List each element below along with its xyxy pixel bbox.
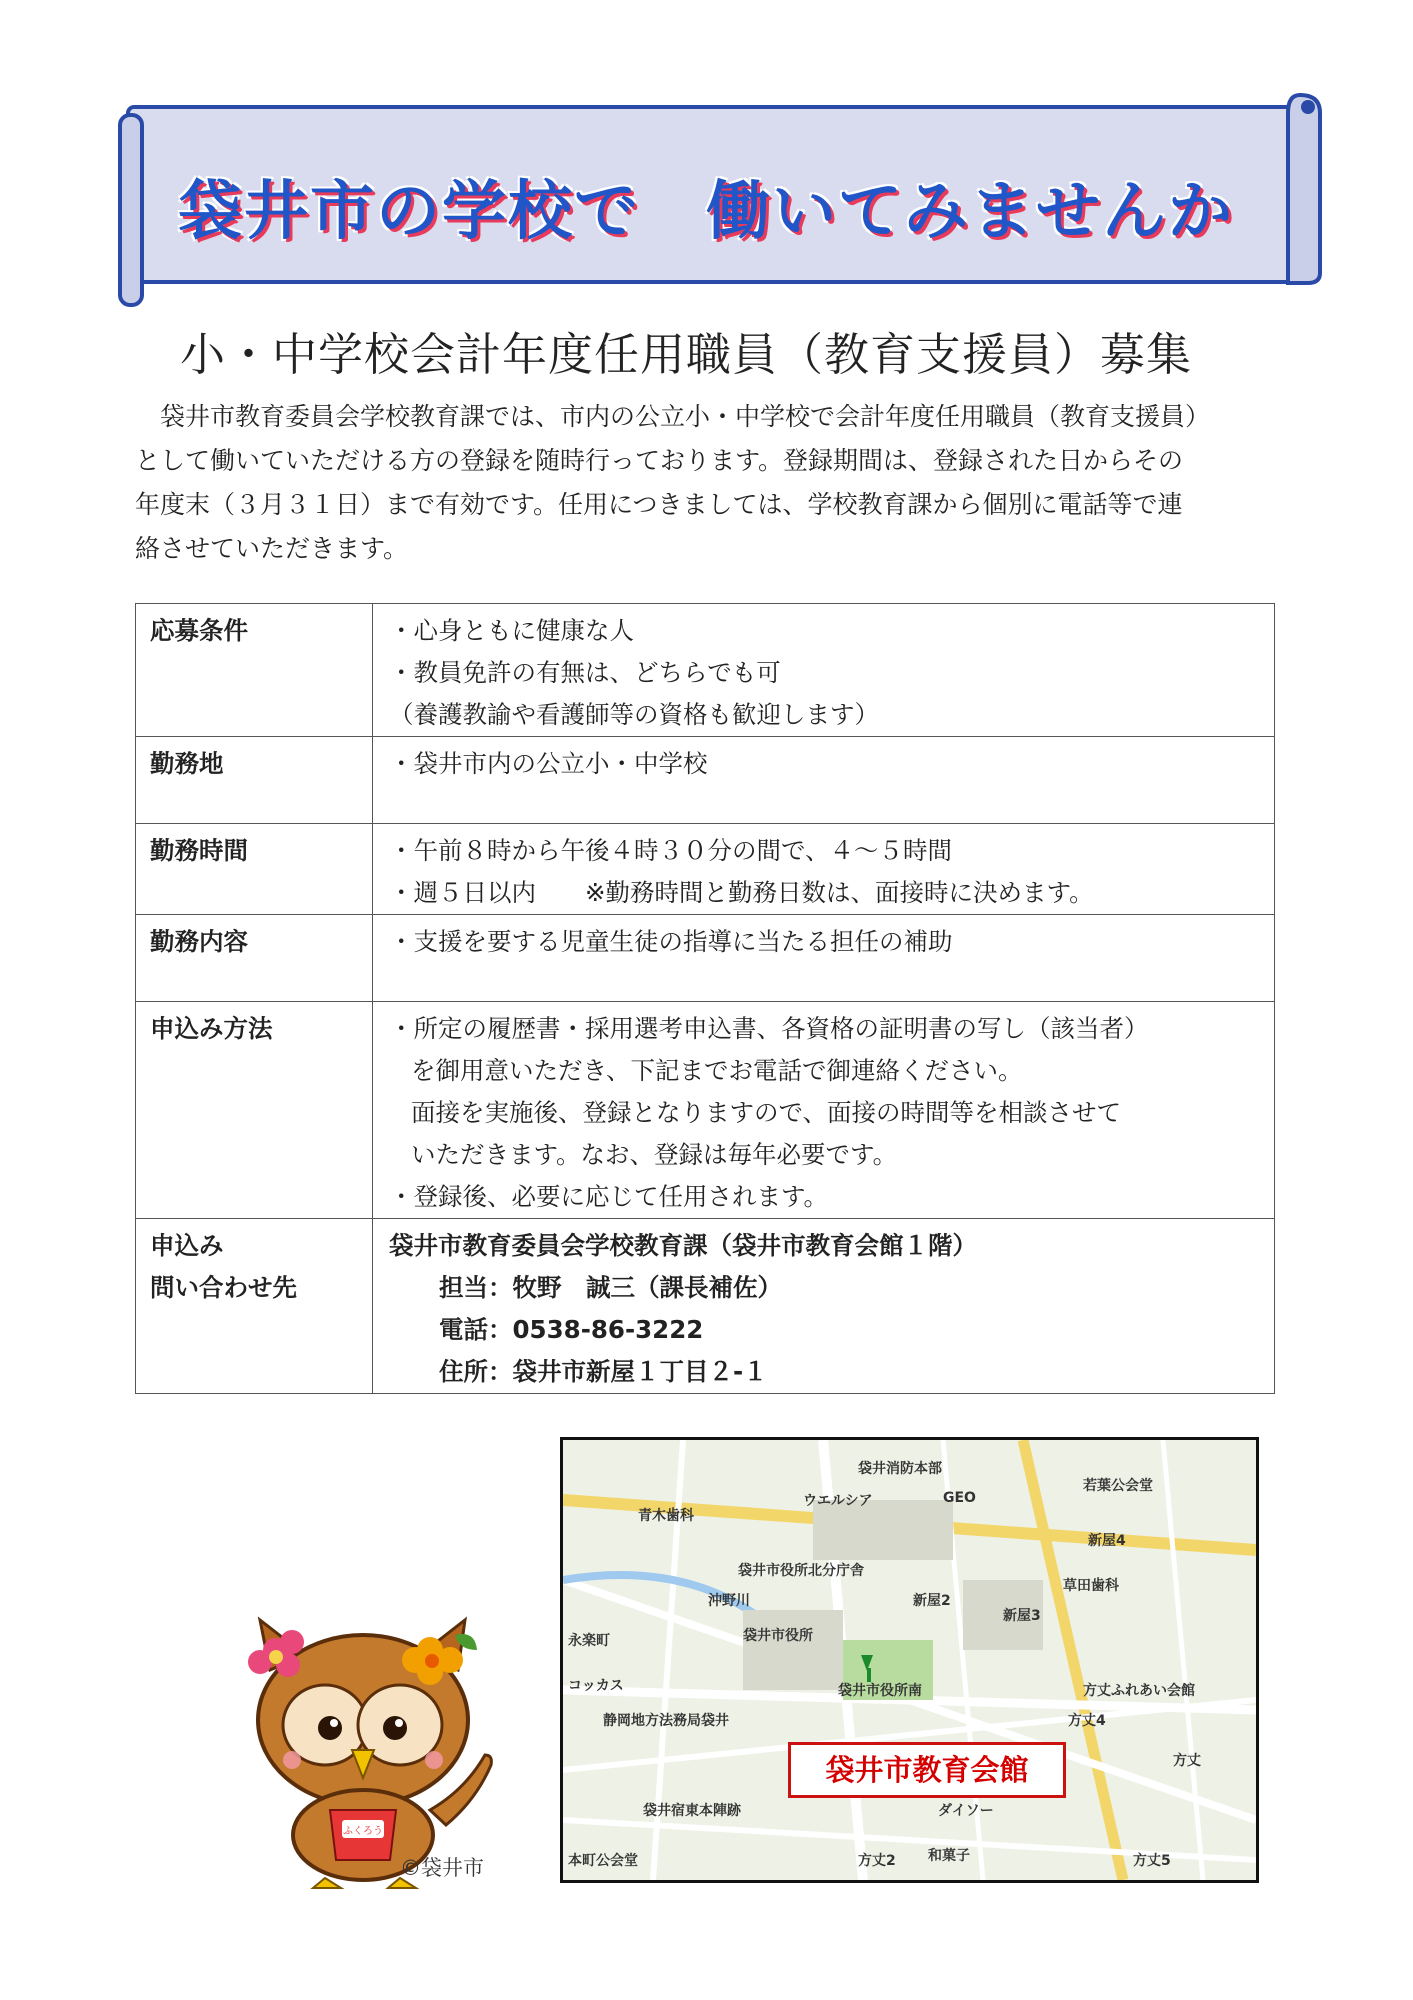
map-label: 和菓子 [928, 1848, 970, 1864]
map-label: コッカス [568, 1678, 624, 1694]
page-title: 袋井市の学校で 働いてみませんか [178, 175, 1234, 249]
owl-mascot-illustration [230, 1610, 500, 1890]
value-application: ・所定の履歴書・採用選考申込書、各資格の証明書の写し（該当者） を御用意いただき、下記までお電話で御連絡ください。 面接を実施後、登録となりますので、面接の時間等を相談させて いただきます。なお、登録は毎年必要です。 ・登録後、必要に応じて任用されます。 [373, 1002, 1275, 1219]
row-contact [136, 1219, 1275, 1394]
map-label: 方丈2 [858, 1853, 896, 1869]
value-duties: ・支援を要する児童生徒の指導に当たる担任の補助 [373, 915, 1275, 1002]
map-label: 静岡地方法務局袋井 [603, 1713, 729, 1729]
map-label: 袋井市役所北分庁舎 [738, 1563, 864, 1579]
map-label: 沖野川 [708, 1593, 750, 1609]
intro-line: 絡させていただきます。 [135, 534, 409, 563]
map-label: ウエルシア [803, 1493, 873, 1509]
map-label: 袋井市役所 [743, 1628, 813, 1644]
map-label: 若葉公会堂 [1083, 1478, 1153, 1494]
value-requirements: ・心身ともに健康な人 ・教員免許の有無は、どちらでも可 （養護教諭や看護師等の資格も歓迎します） [373, 604, 1275, 737]
row-application [136, 1002, 1275, 1219]
intro-line: として働いていただける方の登録を随時行っております。登録期間は、登録された日からその [135, 446, 1184, 475]
map-label: 新屋2 [913, 1593, 951, 1609]
row-workplace [136, 737, 1275, 824]
row-duties [136, 915, 1275, 1002]
map-label: 方丈 [1173, 1753, 1201, 1769]
location-map [560, 1437, 1259, 1883]
map-label: 青木歯科 [638, 1508, 694, 1524]
map-label: 方丈5 [1133, 1853, 1171, 1869]
mascot-badge: ふくろう [343, 1826, 383, 1837]
map-label: 方丈ふれあい会館 [1083, 1683, 1195, 1699]
map-label: 袋井消防本部 [858, 1461, 942, 1477]
map-label: 袋井宿東本陣跡 [643, 1803, 741, 1819]
map-label: 草田歯科 [1063, 1578, 1119, 1594]
value-hours: ・午前８時から午後４時３０分の間で、４～５時間 ・週５日以内 ※勤務時間と勤務日数は、面接時に決めます。 [373, 824, 1275, 915]
recruitment-subtitle: 小・中学校会計年度任用職員（教育支援員）募集 [180, 328, 1193, 381]
label-workplace: 勤務地 [136, 737, 373, 824]
intro-paragraph [135, 395, 1275, 571]
map-label: GEO [943, 1490, 976, 1506]
label-duties: 勤務内容 [136, 915, 373, 1002]
map-label: 新屋4 [1088, 1533, 1126, 1549]
intro-line: 袋井市教育委員会学校教育課では、市内の公立小・中学校で会計年度任用職員（教育支援員） [135, 402, 1211, 431]
map-label: ダイソー [938, 1803, 994, 1819]
label-contact: 申込み 問い合わせ先 [136, 1219, 373, 1394]
map-highlight-label: 袋井市教育会館 [788, 1742, 1066, 1798]
label-requirements: 応募条件 [136, 604, 373, 737]
map-label: 本町公会堂 [568, 1853, 638, 1869]
map-label: 永楽町 [568, 1633, 610, 1649]
row-requirements [136, 604, 1275, 737]
label-hours: 勤務時間 [136, 824, 373, 915]
row-hours [136, 824, 1275, 915]
value-contact: 袋井市教育委員会学校教育課（袋井市教育会館１階） 担当：牧野 誠三（課長補佐） 電話：0538-86-3222 住所：袋井市新屋１丁目２-１ [373, 1219, 1275, 1394]
value-workplace: ・袋井市内の公立小・中学校 [373, 737, 1275, 824]
map-label: 袋井市役所南 [838, 1683, 922, 1699]
label-application: 申込み方法 [136, 1002, 373, 1219]
map-label: 方丈4 [1068, 1713, 1106, 1729]
intro-line: 年度末（３月３１日）まで有効です。任用につきましては、学校教育課から個別に電話等で連 [135, 490, 1183, 519]
job-details-table [135, 603, 1275, 1394]
map-label: 新屋3 [1003, 1608, 1041, 1624]
mascot-credit: ©袋井市 [400, 1856, 484, 1880]
